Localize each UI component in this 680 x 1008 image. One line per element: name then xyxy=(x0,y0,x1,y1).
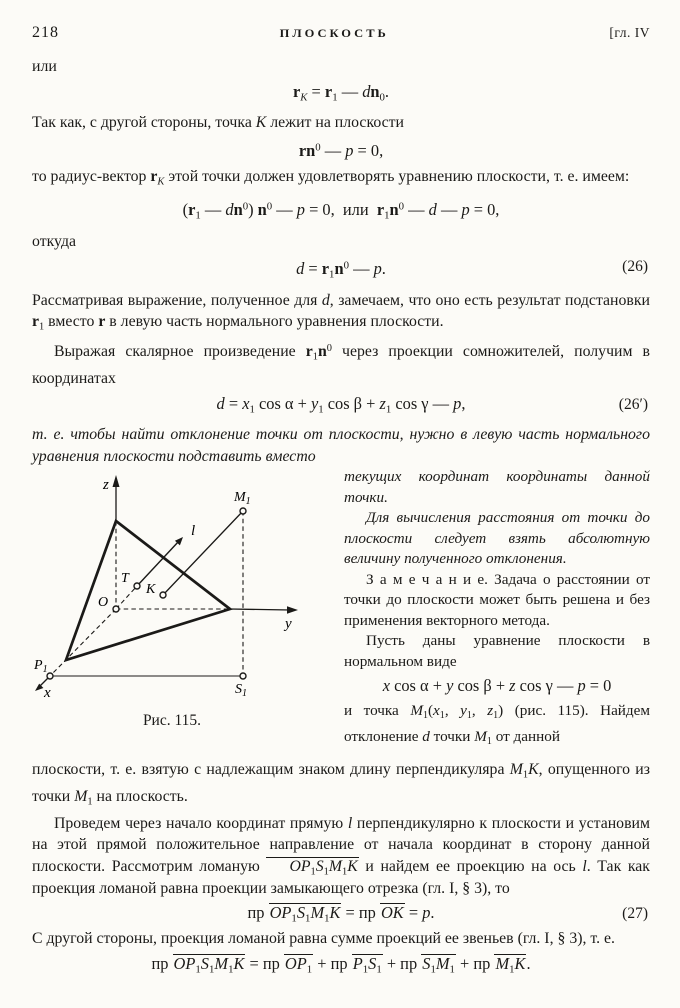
running-title: ПЛОСКОСТЬ xyxy=(279,26,389,40)
equation-27 xyxy=(32,901,650,925)
l-line-hidden-segment xyxy=(116,586,137,609)
point-k-label: K xyxy=(146,582,156,598)
equation-body: $r_K = r_1$ — $dn_0$. xyxy=(292,81,390,103)
equation-body: пр $OP_1S_1M_1K$ = пр $OP_1$ + пр $P_1S_1$ + пр $S_1M_1$ + пр $M_1K$. xyxy=(151,953,531,976)
paragraph-rule-italic-1: т. е. чтобы найти отклонение точки от плоскости, нужно в левую часть нормального уравнения плоскости подставить вместо xyxy=(32,426,650,465)
x-axis-hidden-segment xyxy=(50,609,116,676)
paragraph-vyrazhaya: Выражая скалярное произведение $r_1n^0$ через проекции сомножителей, получим в координатах xyxy=(32,343,650,388)
equation-number: (27) xyxy=(622,905,648,923)
figure-115 xyxy=(32,471,330,759)
equation-number: (26′) xyxy=(618,395,648,413)
point-t xyxy=(134,583,140,589)
equation-body: $d = r_1n^0$ — p. xyxy=(296,259,386,281)
y-axis-arrowhead xyxy=(287,606,298,614)
point-o xyxy=(113,606,119,612)
equation-26 xyxy=(32,254,650,287)
paragraph-pust-dany: Пусть даны уравнение плоскости в нормальном виде xyxy=(344,632,650,670)
equation-sum xyxy=(32,952,650,976)
paragraph-rule-italic-3: Для вычисления расстояния от точки до плоскости следует взять абсолютную величину полученного отклонения. xyxy=(344,509,650,568)
equation-body: x cos α + y cos β + z cos γ — p = 0 xyxy=(382,676,612,696)
equation-body: $d = x_1$ $\cos \alpha + y_1$ $\cos \beta + z_1$ cos γ — p, xyxy=(216,393,466,416)
point-k xyxy=(160,592,166,598)
equation-normal-form xyxy=(32,674,650,698)
paragraph-i-tochka: и точка $M_1(x_1$, $y_1$, $z_1$) (рис. 115). Найдем отклонение d точки $M_1$ от данной xyxy=(344,702,651,748)
z-axis-label: z xyxy=(103,477,109,494)
page-header xyxy=(32,24,650,42)
point-m1 xyxy=(240,508,246,514)
equation-body: $rn^0$ — p = 0, xyxy=(298,140,384,160)
paragraph-s-drugoy: С другой стороны, проекция ломаной равна сумме проекций ее звеньев (гл. I, § 3), т. е. xyxy=(32,930,615,948)
point-t-label: T xyxy=(121,571,129,587)
origin-label: O xyxy=(98,595,109,611)
paragraph-radius-vector: то радиус-вектор $r_K$ этой точки должен удовлетворять уравнению плоскости, т. е. имеем: xyxy=(32,167,630,188)
paragraph-ploskosti: плоскости, т. е. взятую с надлежащим знаком длину перпендикуляра $M_1K$, опущенного из точки $M_1$ на плоскость. xyxy=(32,761,651,808)
point-s1-label: $S_1$ xyxy=(235,682,247,700)
l-line-label: l xyxy=(191,523,196,540)
point-p1-label: $P_1$ xyxy=(34,658,48,676)
y-axis-line xyxy=(230,609,290,610)
connector-word: или xyxy=(32,58,57,75)
paragraph-rassmatrivaya: Рассматривая выражение, полученное для d, замечаем, что оно есть результат подстановки $r_1$ вместо r в левую часть нормального уравнения плоскости. xyxy=(32,291,650,333)
page-number: 218 xyxy=(32,24,59,41)
figure-caption: Рис. 115. xyxy=(142,712,202,730)
equation-rk xyxy=(32,80,650,109)
paragraph-tak-kak: Так как, с другой стороны, точка K лежит на плоскости xyxy=(32,113,404,131)
figure-115-diagram xyxy=(32,471,330,707)
equation-expand xyxy=(32,195,650,228)
equation-number: (26) xyxy=(622,258,648,276)
paragraph-provedem: Проведем через начало координат прямую l перпендикулярно к плоскости и установим на этой прямой положительное направление от начала координат в сторону данной плоскости. Рассмотрим ломаную $OP_1S_1M_1K$ и найдем ее проекцию на ось l. Так как проекция ломаной равна проекции замыкающего отрезка (гл. I, § 3), то xyxy=(32,814,650,897)
equation-rn0 xyxy=(32,135,650,162)
m1-k-line xyxy=(163,511,243,595)
point-m1-label: $M_1$ xyxy=(234,490,251,508)
x-axis-label: x xyxy=(44,685,51,702)
y-axis-label: y xyxy=(285,616,292,633)
equation-body: пр $OP_1S_1M_1K$ = пр OK = p. xyxy=(247,903,435,925)
equation-26-prime xyxy=(32,392,650,421)
paragraph-rule-italic-2: текущих координат координаты данной точки. xyxy=(344,468,650,506)
paragraph-remark: З а м е ч а н и е. Задача о расстоянии от точки до плоскости может быть решена и без применения векторного метода. xyxy=(344,570,650,629)
z-axis-arrowhead xyxy=(113,475,120,487)
connector-otkuda: откуда xyxy=(32,232,76,250)
equation-body: ($r_1$ — $dn^0$) $n^0$ — p = 0, или $r_1n^0$ — d — p = 0, xyxy=(182,200,500,222)
chapter-marker: [гл. IV xyxy=(609,25,650,40)
